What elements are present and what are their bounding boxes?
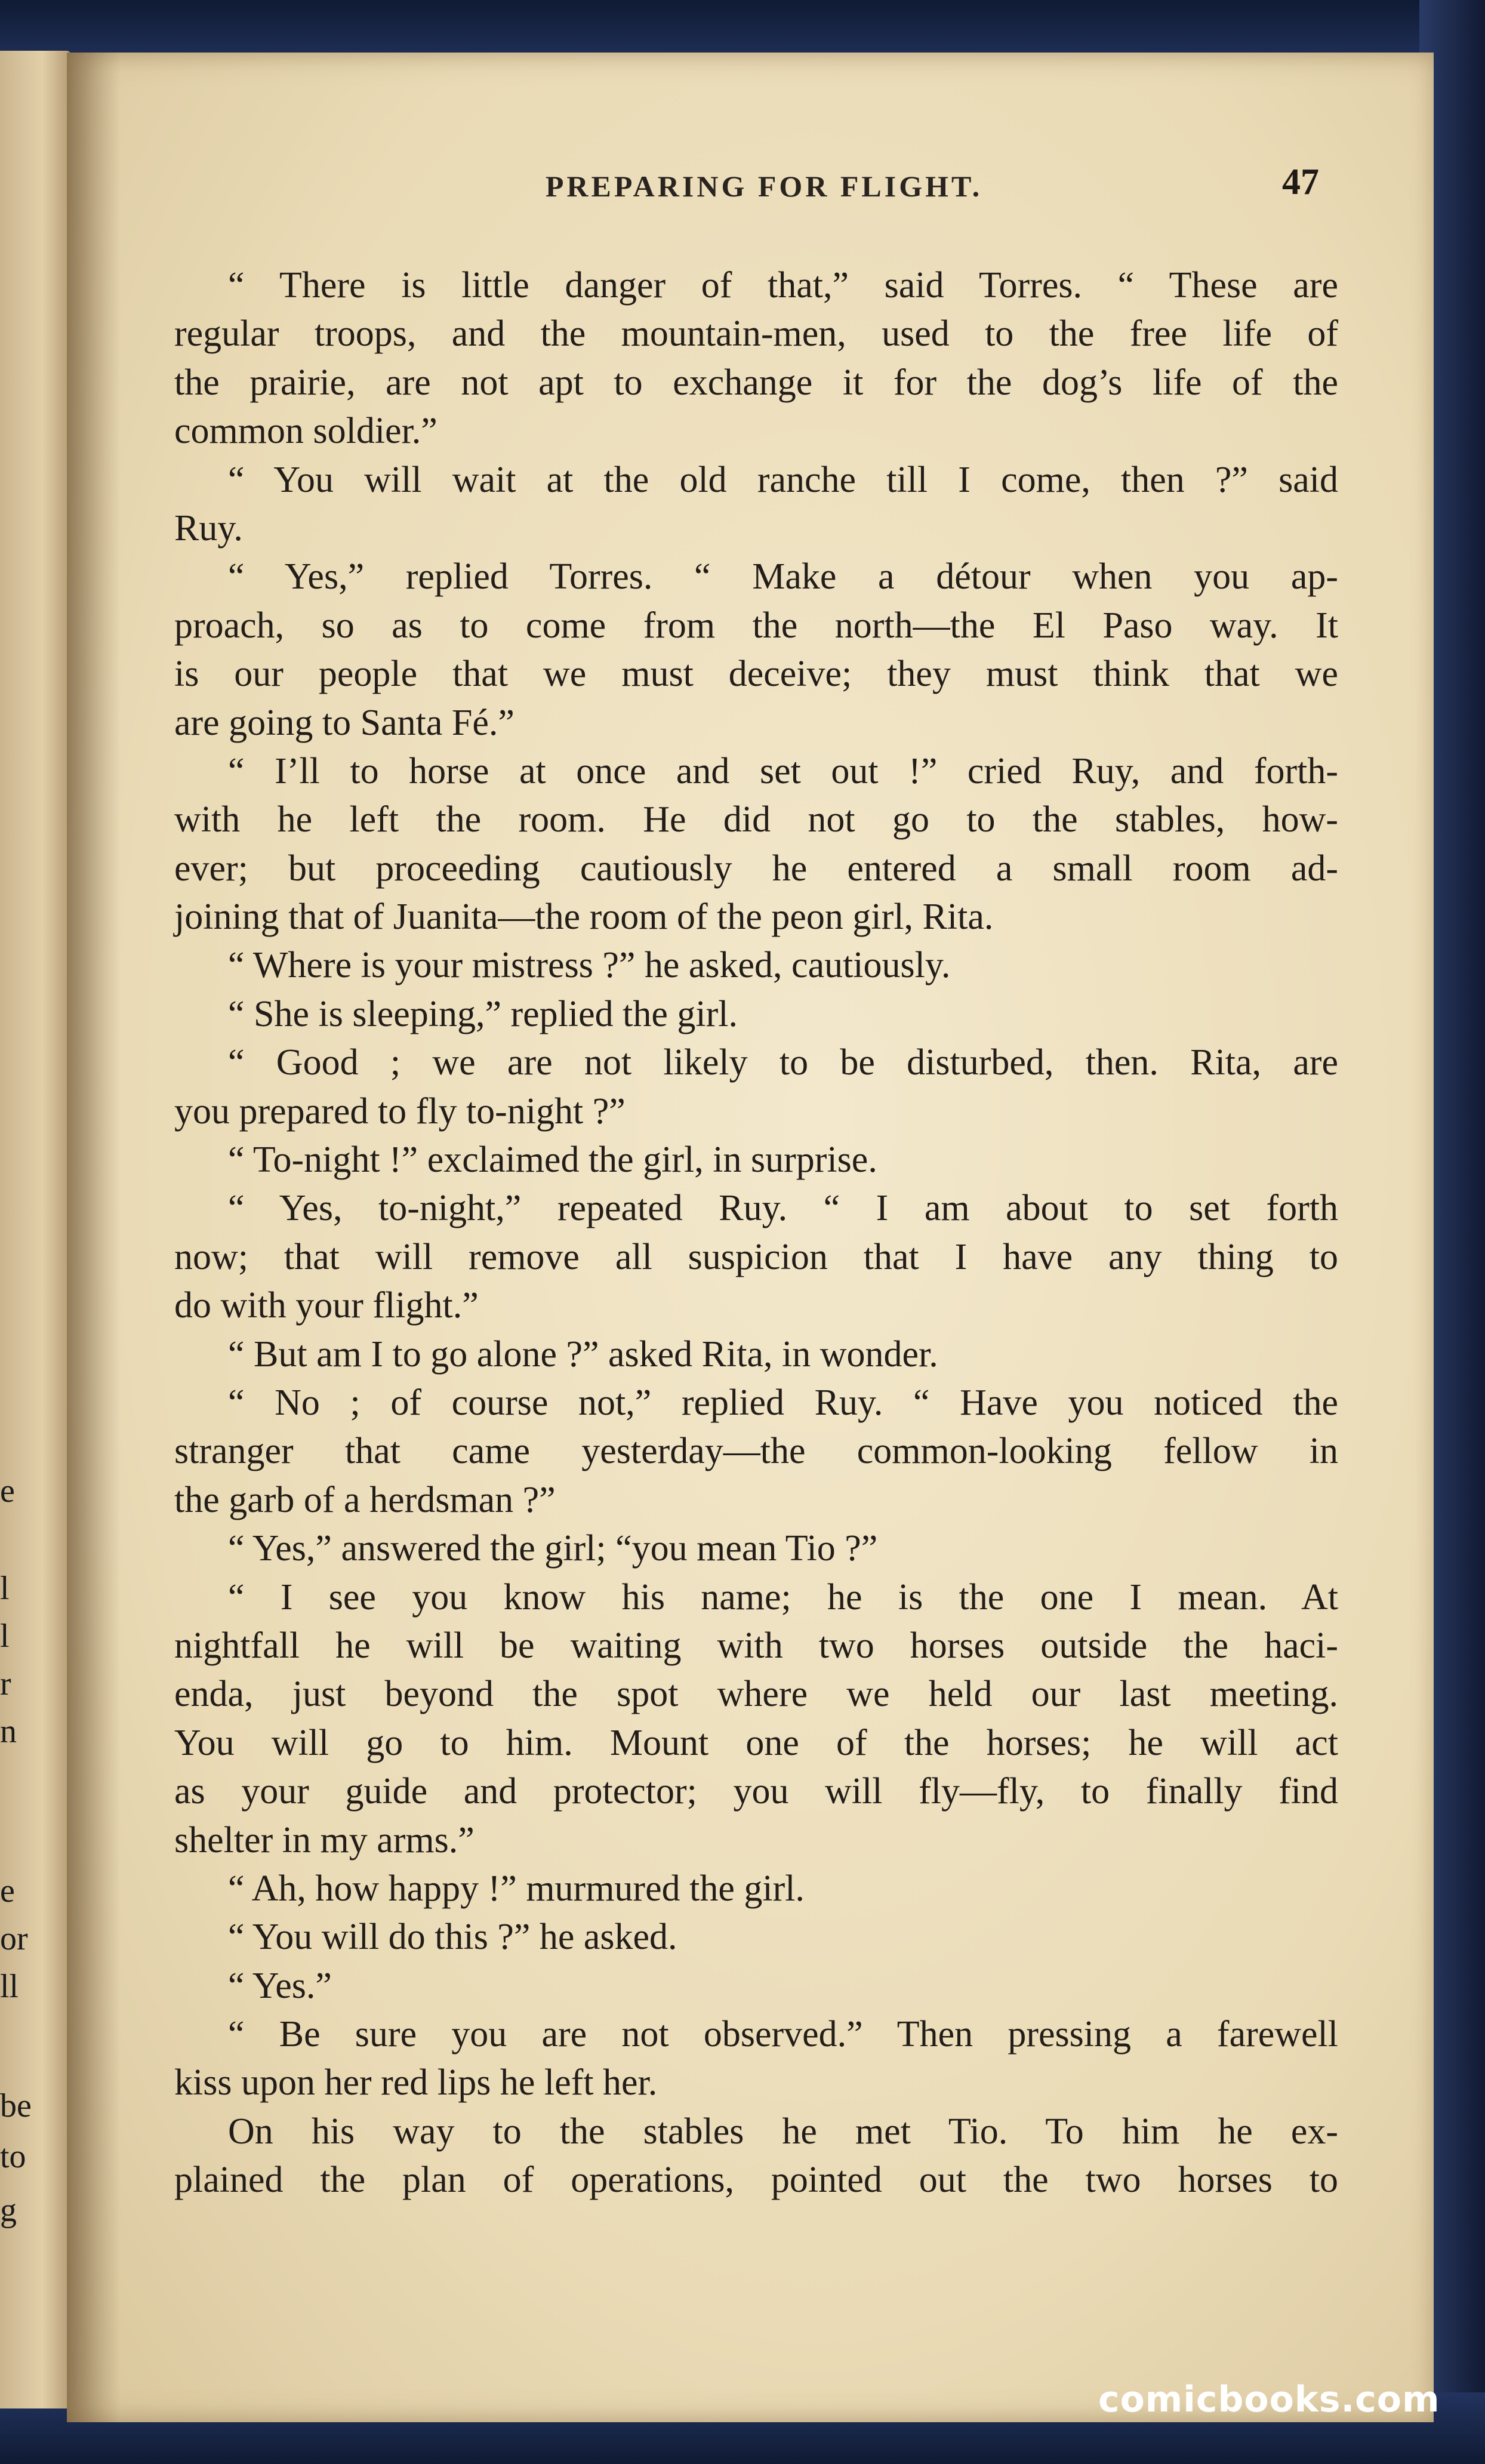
- text-line: is our people that we must deceive; they must think that we: [174, 654, 1338, 695]
- running-head: PREPARING FOR FLIGHT.: [545, 170, 983, 203]
- text-line: now; that will remove all suspicion that I have any thing to: [174, 1236, 1338, 1277]
- watermark-text: comicbooks.com: [1098, 2379, 1440, 2420]
- text-line: stranger that came yesterday—the common-looking fellow in: [174, 1431, 1338, 1472]
- text-line: “ Yes,” replied Torres. “ Make a détour when you ap-: [228, 556, 1338, 597]
- text-line: “ I see you know his name; he is the one I mean. At: [228, 1576, 1338, 1618]
- text-line: “ Be sure you are not observed.” Then pressing a farewell: [228, 2014, 1338, 2055]
- text-line: “ But am I to go alone ?” asked Rita, in wonder.: [228, 1333, 938, 1375]
- text-line: nightfall he will be waiting with two horses outside the haci-: [174, 1625, 1338, 1666]
- text-line: plained the plan of operations, pointed out the two horses to: [174, 2160, 1338, 2201]
- text-line: “ Yes.”: [228, 1965, 332, 2006]
- text-line: kiss upon her red lips he left her.: [174, 2062, 658, 2103]
- left-page-fragment: e: [0, 1473, 15, 1510]
- text-line: “ To-night !” exclaimed the girl, in surprise.: [228, 1139, 877, 1181]
- left-page-fragment: e: [0, 1872, 15, 1909]
- left-page-fragment: or: [0, 1920, 28, 1957]
- text-line: are going to Santa Fé.”: [174, 702, 514, 743]
- text-line: “ Good ; we are not likely to be disturbed, then. Rita, are: [228, 1042, 1338, 1083]
- text-line: regular troops, and the mountain-men, used to the free life of: [174, 313, 1338, 355]
- left-page-fragment: n: [0, 1713, 17, 1750]
- gutter-shadow: [67, 53, 121, 2422]
- text-line: joining that of Juanita—the room of the peon girl, Rita.: [174, 897, 994, 938]
- text-line: “ She is sleeping,” replied the girl.: [228, 993, 738, 1034]
- text-line: “ Yes, to-night,” repeated Ruy. “ I am about to set forth: [228, 1188, 1338, 1229]
- left-page-fragment: g: [0, 2192, 17, 2229]
- text-line: as your guide and protector; you will fly—fly, to finally find: [174, 1771, 1338, 1812]
- left-page-fragment: r: [0, 1665, 11, 1702]
- text-line: “ Where is your mistress ?” he asked, cautiously.: [228, 945, 951, 986]
- left-page-fragment: be: [0, 2087, 32, 2124]
- text-line: the prairie, are not apt to exchange it for the dog’s life of the: [174, 362, 1338, 403]
- facing-page-edge: [0, 51, 70, 2408]
- text-line: with he left the room. He did not go to the stables, how-: [174, 799, 1338, 840]
- text-line: On his way to the stables he met Tio. To him he ex-: [228, 2111, 1338, 2152]
- text-line: “ No ; of course not,” replied Ruy. “ Have you noticed the: [228, 1382, 1338, 1423]
- text-line: “ Ah, how happy !” murmured the girl.: [228, 1868, 805, 1909]
- text-line: “ I’ll to horse at once and set out !” cried Ruy, and forth-: [228, 750, 1338, 791]
- text-line: do with your flight.”: [174, 1285, 479, 1326]
- text-line: “ You will wait at the old ranche till I come, then ?” said: [228, 459, 1338, 500]
- left-page-fragment: l: [0, 1570, 10, 1607]
- text-line: proach, so as to come from the north—the El Paso way. It: [174, 605, 1338, 646]
- left-page-fragment: to: [0, 2138, 26, 2175]
- text-line: “ You will do this ?” he asked.: [228, 1917, 677, 1958]
- text-line: enda, just beyond the spot where we held our last meeting.: [174, 1674, 1338, 1715]
- text-line: the garb of a herdsman ?”: [174, 1479, 556, 1520]
- left-page-fragment: ll: [0, 1968, 19, 2005]
- text-line: “ Yes,” answered the girl; “you mean Tio ?”: [228, 1528, 878, 1569]
- text-line: Ruy.: [174, 507, 243, 549]
- text-line: You will go to him. Mount one of the horses; he will act: [174, 1722, 1338, 1763]
- text-line: you prepared to fly to-night ?”: [174, 1091, 626, 1132]
- scan-backdrop-top: [0, 0, 1485, 57]
- page-number: 47: [1282, 162, 1319, 202]
- body-text: [174, 261, 1338, 2205]
- text-line: “ There is little danger of that,” said Torres. “ These are: [228, 265, 1338, 306]
- text-line: common soldier.”: [174, 411, 438, 452]
- text-line: shelter in my arms.”: [174, 1819, 475, 1861]
- text-line: ever; but proceeding cautiously he entered a small room ad-: [174, 848, 1338, 889]
- left-page-fragment: l: [0, 1618, 10, 1655]
